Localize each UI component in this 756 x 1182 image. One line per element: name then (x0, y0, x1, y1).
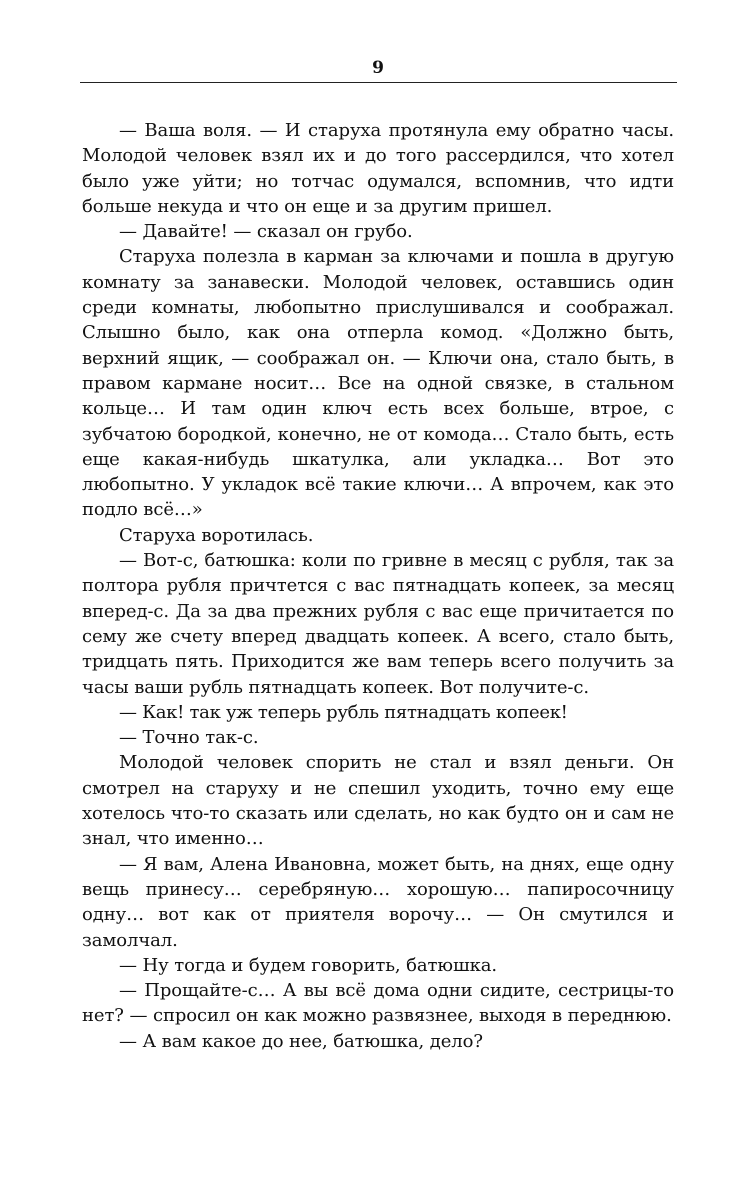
body-text (82, 118, 674, 1054)
paragraph: — Я вам, Алена Ивановна, может быть, на днях, еще одну вещь принесу… серебряную… хорошую… папиросочницу одну… вот как от приятеля ворочу… — Он смутился и замолчал. (82, 853, 674, 951)
paragraph: — Прощайте-с… А вы всё дома одни сидите, сестрицы-то нет? — спросил он как можно развязнее, выходя в переднюю. (82, 980, 674, 1027)
paragraph: — Ну тогда и будем говорить, батюшка. (119, 954, 497, 976)
header-rule (80, 82, 677, 83)
paragraph: Старуха воротилась. (119, 524, 314, 546)
page-number: 9 (372, 58, 384, 78)
paragraph: — Как! так уж теперь рубль пятнадцать копеек! (119, 701, 568, 723)
paragraph: Молодой человек спорить не стал и взял деньги. Он смотрел на старуху и не спешил уходить, точно ему еще хотелось что-то сказать или сделать, но как будто он и сам не знал, что именно… (82, 752, 674, 850)
paragraph: Старуха полезла в карман за ключами и пошла в другую комнату за занавески. Молодой человек, оставшись один среди комнаты, любопытно прислушивался и соображал. Слышно было, как она отперла комод. «Должно быть, верхний ящик, — соображал он. — Ключи она, стало быть, в правом кармане носит… Все на одной связке, в стальном кольце… И там один ключ есть всех больше, втрое, с зубчатою бородкой, конечно, не от комода… Стало быть, есть еще какая-нибудь шкатулка, али укладка… Вот это любопытно. У укладок всё такие ключи… А впрочем, как это подло всё…» (82, 246, 674, 521)
paragraph: — Точно так-с. (119, 727, 259, 749)
paragraph: — А вам какое до нее, батюшка, дело? (119, 1030, 483, 1052)
paragraph: — Вот-с, батюшка: коли по гривне в месяц с рубля, так за полтора рубля причтется с вас пятнадцать копеек, за месяц вперед-с. Да за два прежних рубля с вас еще причитается по сему же счету вперед двадцать копеек. А всего, стало быть, тридцать пять. Приходится же вам теперь всего получить за часы ваши рубль пятнадцать копеек. Вот получите-с. (82, 550, 674, 698)
paragraph: — Ваша воля. — И старуха протянула ему обратно часы. Молодой человек взял их и до того рассердился, что хотел было уже уйти; но тотчас одумался, вспомнив, что идти больше некуда и что он еще и за другим пришел. (82, 120, 674, 217)
paragraph: — Давайте! — сказал он грубо. (119, 221, 413, 243)
